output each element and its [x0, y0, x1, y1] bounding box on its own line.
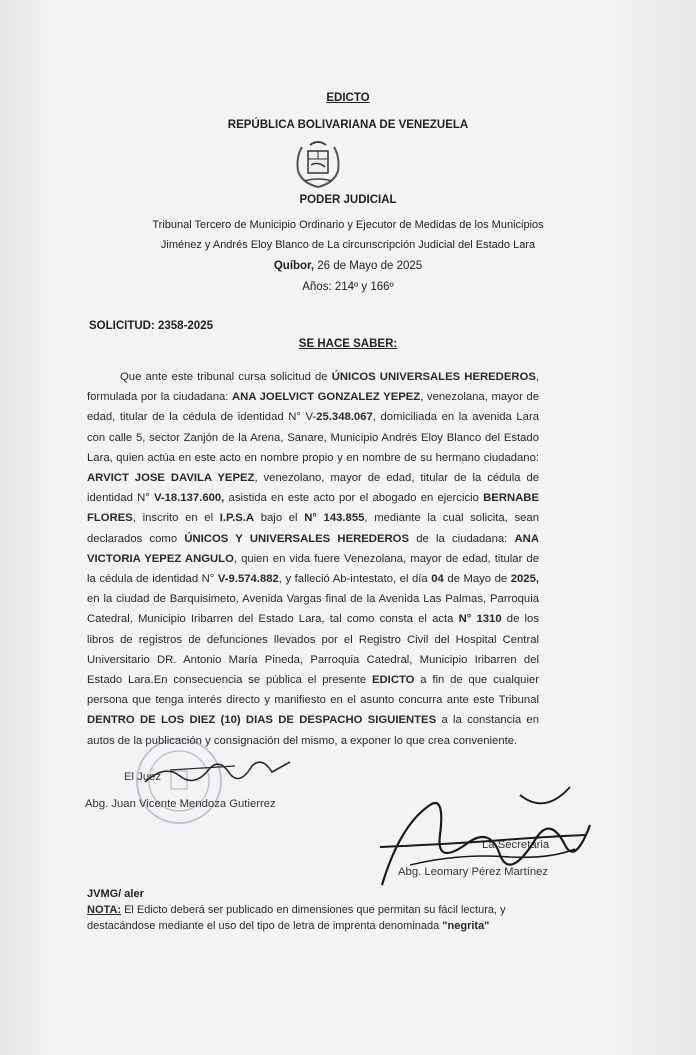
publication-note: NOTA: El Edicto deberá ser publicado en dimensiones que permitan su fácil lectura, y destacándose mediante el uso del tipo de letra de imprenta denominada "negrita" — [87, 904, 506, 932]
edict-body: Que ante este tribunal cursa solicitud de ÚNICOS UNIVERSALES HEREDEROS, formulada por la ciudadana: ANA JOELVICT GONZALEZ YEPEZ, venezolana, mayor de edad, titular de la cédula de identidad N° V-25.348.067, domiciliada en la avenida Lara con calle 5, sector Zanjón de la Arena, Sanare, Municipio Andrés Eloy Blanco del Estado Lara, quien actúa en este acto en nombre propio y en nombre de su hermano ciudadano: ARVICT JOSE DAVILA YEPEZ, venezolano, mayor de edad, titular de la cédula de identidad N° V-18.137.600, asistida en este acto por el abogado en ejercicio BERNABE FLORES, inscrito en el I.P.S.A bajo el N° 143.855, mediante la cual solicita, sean declarados como ÚNICOS Y UNIVERSALES HEREDEROS de la ciudadana: ANA VICTORIA YEPEZ ANGULO, quien en vida fuere Venezolana, mayor de edad, titular de la cédula de identidad N° V-9.574.882, y falleció Ab-intestato, el día 04 de Mayo de 2025, en la ciudad de Barquisimeto, Avenida Vargas final de la Avenida Las Palmas, Parroquia Catedral, Municipio Iribarren del Estado Lara, tal como consta el acta N° 1310 de los libros de registros de defunciones llevados por el Registro Civil del Hospital Central Universitario DR. Antonio María Pineda, Parroquia Catedral, Municipio Iribarren del Estado Lara.En consecuencia se pública el presente EDICTO a fin de que cualquier persona que tenga interés directo y manifiesto en el asunto concurra ante este Tribunal DENTRO DE LOS DIEZ (10) DIAS DE DESPACHO SIGUIENTES a la constancia en autos de la publicación y consignación del mismo, a exponer lo que crea conveniente. — [87, 371, 540, 747]
initials: JVMG/ aler — [87, 888, 144, 900]
years: Años: 214º y 166º — [302, 281, 394, 293]
secretary-signature — [370, 785, 600, 905]
date: 26 de Mayo de 2025 — [314, 260, 423, 272]
judge-name: Abg. Juan Vicente Mendoza Gutierrez — [85, 798, 276, 810]
tribunal-line-2: Jiménez y Andrés Eloy Blanco de La circunscripción Judicial del Estado Lara — [160, 239, 536, 251]
city: Quíbor, — [273, 260, 315, 272]
tribunal-line-1: Tribunal Tercero de Municipio Ordinario y Ejecutor de Medidas de los Municipios — [152, 219, 544, 231]
secretary-name: Abg. Leomary Pérez Martínez — [398, 866, 549, 878]
city-date — [0, 260, 696, 272]
judge-signature — [140, 752, 300, 797]
judicial-power-heading: PODER JUDICIAL — [299, 194, 397, 206]
solicitud-number: SOLICITUD: 2358-2025 — [89, 320, 213, 332]
judge-title: El Juez — [124, 771, 162, 783]
coat-of-arms-icon — [290, 137, 346, 191]
document-title: EDICTO — [326, 92, 370, 104]
se-hace-saber-heading: SE HACE SABER: — [298, 338, 398, 350]
secretary-title: La Secretaria — [482, 839, 550, 851]
country-name: REPÚBLICA BOLIVARIANA DE VENEZUELA — [227, 119, 469, 131]
